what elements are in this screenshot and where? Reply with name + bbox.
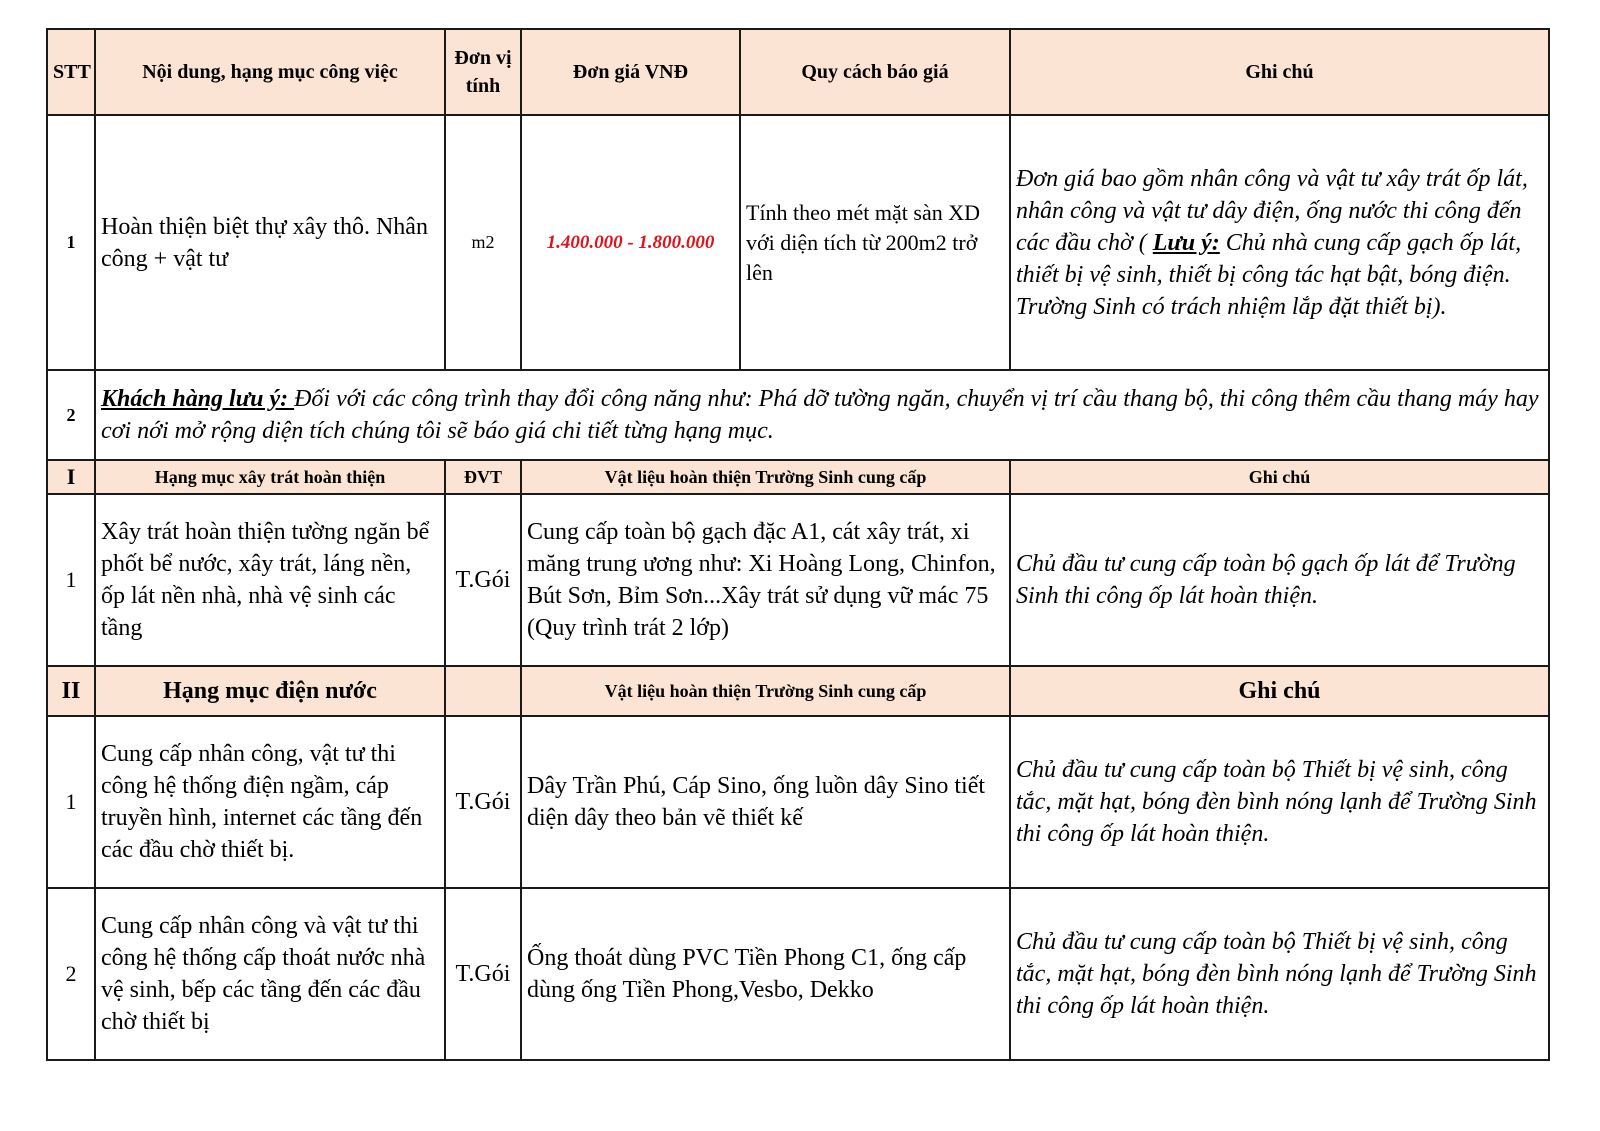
- header-stt: STT: [47, 29, 95, 115]
- row-content: Cung cấp nhân công, vật tư thi công hệ thống điện ngầm, cáp truyền hình, internet các tầng đến các đầu chờ thiết bị.: [95, 716, 445, 888]
- row-material: Dây Trần Phú, Cáp Sino, ống luồn dây Sino tiết diện dây theo bản vẽ thiết kế: [521, 716, 1010, 888]
- row-unit: T.Gói: [445, 888, 521, 1060]
- section-note: Ghi chú: [1010, 460, 1549, 494]
- section-material: Vật liệu hoàn thiện Trường Sinh cung cấp: [521, 666, 1010, 716]
- row-stt: 2: [47, 370, 95, 460]
- row-stt: 1: [47, 115, 95, 370]
- row-stt: 2: [47, 888, 95, 1060]
- row-material: Cung cấp toàn bộ gạch đặc A1, cát xây trát, xi măng trung ương như: Xi Hoàng Long, Chinfon, Bút Sơn, Bỉm Sơn...Xây trát sử dụng vữ mác 75 (Quy trình trát 2 lớp): [521, 494, 1010, 666]
- header-price: Đơn giá VNĐ: [521, 29, 740, 115]
- row-note: Chủ đầu tư cung cấp toàn bộ gạch ốp lát để Trường Sinh thi công ốp lát hoàn thiện.: [1010, 494, 1549, 666]
- row-content: Xây trát hoàn thiện tường ngăn bể phốt bể nước, xây trát, láng nền, ốp lát nền nhà, nhà vệ sinh các tầng: [95, 494, 445, 666]
- header-note: Ghi chú: [1010, 29, 1549, 115]
- row-stt: 1: [47, 494, 95, 666]
- section-title: Hạng mục xây trát hoàn thiện: [95, 460, 445, 494]
- header-content: Nội dung, hạng mục công việc: [95, 29, 445, 115]
- section-num: II: [47, 666, 95, 716]
- section-header-row: [47, 460, 1549, 494]
- row-note: Chủ đầu tư cung cấp toàn bộ Thiết bị vệ sinh, công tắc, mặt hạt, bóng đèn bình nóng lạnh để Trường Sinh thi công ốp lát hoàn thiện.: [1010, 716, 1549, 888]
- section-header-row: [47, 666, 1549, 716]
- row-stt: 1: [47, 716, 95, 888]
- section-note: Ghi chú: [1010, 666, 1549, 716]
- row-price: 1.400.000 - 1.800.000: [521, 115, 740, 370]
- row-note: Chủ đầu tư cung cấp toàn bộ Thiết bị vệ sinh, công tắc, mặt hạt, bóng đèn bình nóng lạnh để Trường Sinh thi công ốp lát hoàn thiện.: [1010, 888, 1549, 1060]
- header-unit: Đơn vị tính: [445, 29, 521, 115]
- row-unit: T.Gói: [445, 716, 521, 888]
- note-label: Lưu ý:: [1152, 229, 1220, 256]
- note-text-b: Chủ nhà cung cấp gạch ốp lát, thiết bị vệ sinh, thiết bị công tác hạt bật, bóng điện. Trường Sinh có trách nhiệm lắp đặt thiết bị).: [1016, 229, 1522, 320]
- section-unit: ĐVT: [445, 460, 521, 494]
- customer-note-row: [47, 370, 1549, 460]
- header-spec: Quy cách báo giá: [740, 29, 1010, 115]
- table-row: [47, 494, 1549, 666]
- customer-note: [95, 370, 1549, 460]
- section-title: Hạng mục điện nước: [95, 666, 445, 716]
- section-material: Vật liệu hoàn thiện Trường Sinh cung cấp: [521, 460, 1010, 494]
- note-text-a: Đơn giá bao gồm nhân công và vật tư xây trát ốp lát, nhân công và vật tư dây điện, ống nước thi công đến các đầu chờ (: [1016, 165, 1528, 256]
- row-content: Hoàn thiện biệt thự xây thô. Nhân công + vật tư: [95, 115, 445, 370]
- section-unit: [445, 666, 521, 716]
- table-row: [47, 115, 1549, 370]
- row-content: Cung cấp nhân công và vật tư thi công hệ thống cấp thoát nước nhà vệ sinh, bếp các tầng đến các đầu chờ thiết bị: [95, 888, 445, 1060]
- row-unit: m2: [445, 115, 521, 370]
- row-unit: T.Gói: [445, 494, 521, 666]
- customer-note-text: Đối với các công trình thay đổi công năng như: Phá dỡ tường ngăn, chuyển vị trí cầu thang bộ, thi công thêm cầu thang máy hay cơi nới mở rộng diện tích chúng tôi sẽ báo giá chi tiết từng hạng mục.: [101, 386, 1539, 444]
- table-header-row: [47, 29, 1549, 115]
- table-row: [47, 716, 1549, 888]
- table-row: [47, 888, 1549, 1060]
- customer-note-label: Khách hàng lưu ý:: [101, 386, 295, 412]
- row-spec: Tính theo mét mặt sàn XD với diện tích từ 200m2 trở lên: [740, 115, 1010, 370]
- section-num: I: [47, 460, 95, 494]
- price-quote-table: [46, 28, 1550, 1061]
- row-note: [1010, 115, 1549, 370]
- row-material: Ống thoát dùng PVC Tiền Phong C1, ống cấp dùng ống Tiền Phong,Vesbo, Dekko: [521, 888, 1010, 1060]
